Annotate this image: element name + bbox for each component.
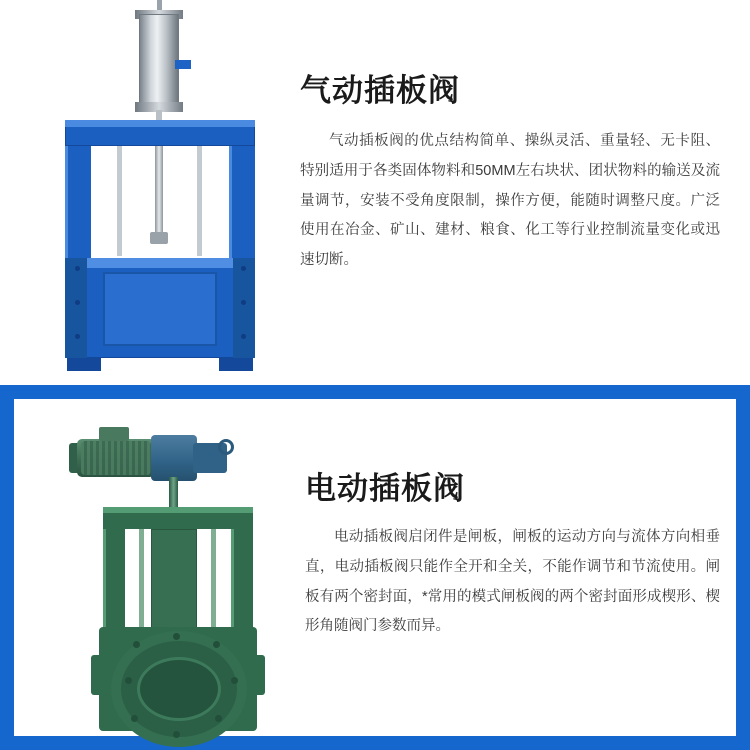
bolt (241, 266, 246, 271)
electric-valve-lug-right (249, 655, 265, 695)
bolt (75, 266, 80, 271)
valve-foot-left (67, 358, 101, 371)
electric-yoke-top-highlight (103, 507, 253, 513)
flange-bolt (133, 641, 140, 648)
pneumatic-valve-title: 气动插板阀 (300, 73, 460, 108)
bolt (75, 300, 80, 305)
yoke-top-highlight (65, 120, 255, 127)
flange-bolt (173, 731, 180, 738)
electric-yoke-right-column (231, 529, 253, 633)
pneumatic-cylinder (139, 14, 179, 110)
bolt (241, 334, 246, 339)
flange-bolt (213, 641, 220, 648)
bolt (75, 334, 80, 339)
pneumatic-valve-text-block (300, 72, 720, 276)
electric-valve-title: 电动插板阀 (305, 471, 465, 506)
guide-rod-right (197, 146, 202, 256)
valve-foot-right (219, 358, 253, 371)
valve-flange-left (65, 258, 87, 358)
electric-knife-gate-valve-photo (55, 415, 295, 735)
manual-handwheel (218, 439, 234, 455)
electric-valve-bore (137, 657, 221, 721)
electric-valve-text-block (305, 470, 720, 642)
flange-bolt (173, 633, 180, 640)
yoke-left-column (65, 146, 91, 266)
electric-guide-rod-left (139, 529, 144, 629)
electric-yoke-left-column (103, 529, 125, 633)
flange-bolt (125, 677, 132, 684)
gate-plate (151, 529, 197, 629)
valve-body-highlight (65, 258, 255, 268)
motor-terminal-box (99, 427, 129, 441)
electric-valve-description: 电动插板阀启闭件是闸板，闸板的运动方向与流体方向相垂直，电动插板阀只能作全开和全关，不能作调节和节流使用。闸板有两个密封面，*常用的模式闸板阀的两个密封面形成楔形、楔形角随阀门参数而异。 (305, 529, 720, 635)
valve-stem (155, 146, 163, 238)
pneumatic-valve-description: 气动插板阀的优点结构简单、操纵灵活、重量轻、无卡阻、特别适用于各类固体物料和50MM左右块状、团状物料的输送及流量调节，安装不受角度限制，操作方便，能随时调整尺度。广泛使用在冶金、矿山、建材、粮食、化工等行业控制流量变化或迅速切断。 (300, 133, 720, 269)
flange-bolt (231, 677, 238, 684)
electric-valve-lug-left (91, 655, 107, 695)
bolt (241, 300, 246, 305)
gearbox (151, 435, 197, 481)
air-port (175, 60, 191, 69)
flange-bolt (131, 715, 138, 722)
valve-port-opening (103, 272, 217, 346)
electric-guide-rod-right (211, 529, 216, 629)
guide-rod-left (117, 146, 122, 256)
pneumatic-knife-gate-valve-photo (55, 0, 280, 380)
yoke-right-column (229, 146, 255, 266)
valve-flange-right (233, 258, 255, 358)
stem-nut (150, 232, 168, 244)
electric-valve-stem (169, 477, 178, 511)
motor-cooling-fins (81, 441, 151, 475)
flange-bolt (215, 715, 222, 722)
